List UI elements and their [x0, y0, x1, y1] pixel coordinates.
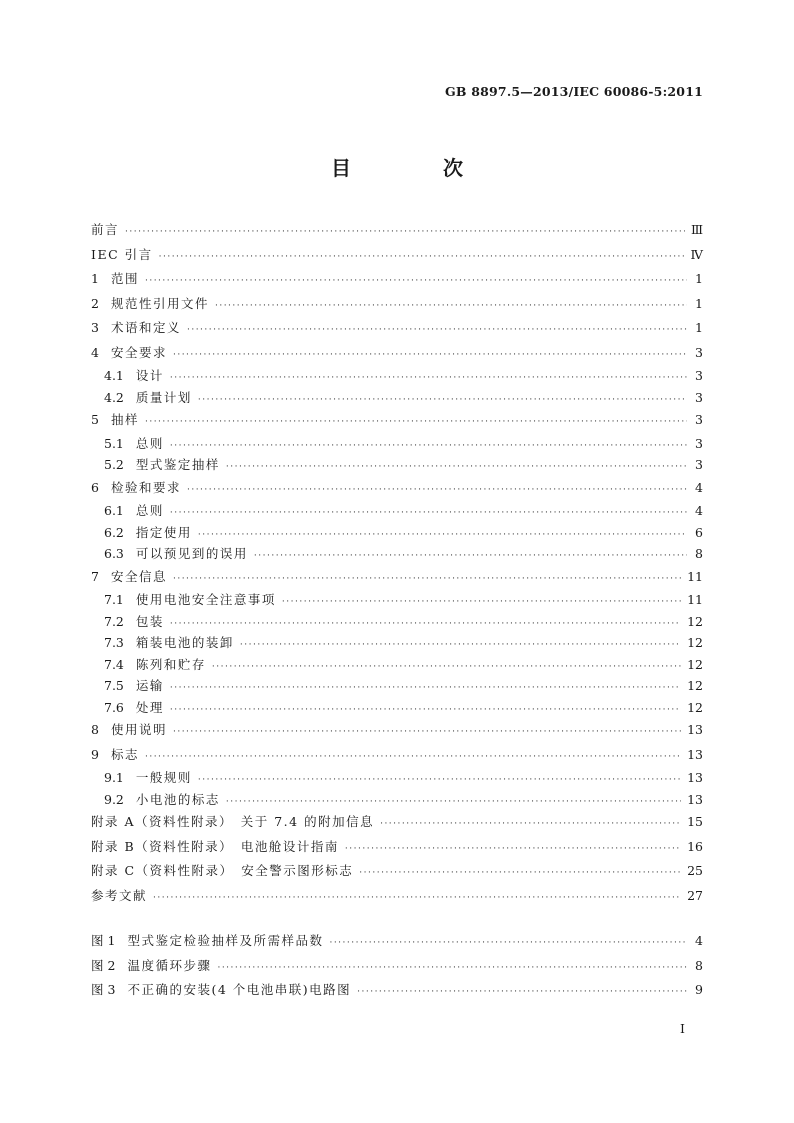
- toc-label: 一般规则: [135, 770, 192, 785]
- toc-page-number: 15: [687, 814, 703, 829]
- toc-number: 7.6: [104, 699, 124, 715]
- toc-page-number: Ⅲ: [690, 222, 703, 237]
- toc-page-number: 4: [695, 503, 703, 518]
- toc-entry[interactable]: [91, 243, 703, 268]
- toc-entry[interactable]: [91, 718, 703, 743]
- dot-leader: [153, 886, 681, 911]
- toc-page-number: 13: [687, 791, 703, 807]
- toc-label: 范围: [110, 271, 139, 286]
- toc-number: 5: [91, 412, 99, 427]
- toc-entry[interactable]: [91, 218, 703, 243]
- toc-entry[interactable]: [91, 522, 703, 544]
- toc-page-number: 6: [695, 524, 703, 540]
- section-gap: [91, 908, 703, 929]
- toc-page-number: 12: [687, 699, 703, 715]
- dot-leader: [254, 546, 687, 568]
- toc-label: 可以预见到的误用: [135, 546, 248, 561]
- toc-entry[interactable]: [91, 743, 703, 768]
- toc-label: 总则: [135, 503, 164, 518]
- dot-leader: [226, 457, 687, 479]
- toc-entry[interactable]: [91, 267, 703, 292]
- toc-page-number: 3: [695, 368, 703, 383]
- toc-number: 7.3: [104, 635, 124, 650]
- table-of-contents: [91, 218, 703, 1003]
- dot-leader: [329, 931, 687, 956]
- dot-leader: [170, 368, 687, 390]
- dot-leader: [217, 956, 687, 981]
- toc-label: 质量计划: [135, 389, 192, 405]
- dot-leader: [173, 567, 681, 592]
- toc-page-number: 1: [695, 320, 703, 335]
- toc-page-number: 3: [695, 412, 703, 427]
- dot-leader: [170, 614, 681, 636]
- figure-page-number: 9: [695, 982, 703, 997]
- toc-label: 指定使用: [135, 524, 192, 540]
- toc-number: 7: [91, 568, 99, 584]
- toc-label: 型式鉴定抽样: [135, 457, 220, 472]
- toc-number: 2: [91, 295, 99, 311]
- toc-label: 检验和要求: [110, 479, 181, 495]
- toc-entry[interactable]: [91, 810, 703, 835]
- toc-number: 8: [91, 722, 99, 737]
- dot-leader: [145, 269, 687, 294]
- figure-label: 型式鉴定检验抽样及所需样品数: [127, 933, 324, 948]
- toc-label: 包装: [135, 613, 164, 629]
- toc-number: 7.2: [104, 613, 124, 629]
- dot-leader: [170, 700, 681, 722]
- dot-leader: [212, 657, 681, 679]
- toc-label: 处理: [135, 699, 164, 715]
- toc-number: 3: [91, 320, 99, 335]
- page-title: 目 次: [331, 156, 499, 180]
- dot-leader: [345, 837, 681, 862]
- dot-leader: [170, 436, 687, 458]
- toc-page-number: 1: [695, 295, 703, 311]
- toc-label: 安全信息: [110, 568, 167, 584]
- toc-label: 陈列和贮存: [135, 656, 206, 672]
- dot-leader: [282, 592, 681, 614]
- figure-page-number: 4: [695, 933, 703, 948]
- toc-label: IEC 引言: [91, 246, 153, 262]
- toc-page-number: 12: [687, 635, 703, 650]
- dot-leader: [198, 390, 687, 412]
- toc-number: 7.1: [104, 592, 124, 607]
- dot-leader: [380, 812, 681, 837]
- toc-entry[interactable]: [91, 365, 703, 387]
- toc-page-number: 3: [695, 457, 703, 472]
- toc-number: 9: [91, 746, 99, 762]
- toc-entry[interactable]: [91, 433, 703, 455]
- toc-entry[interactable]: [91, 408, 703, 433]
- toc-entry[interactable]: [91, 675, 703, 697]
- toc-number: 5.1: [104, 435, 124, 451]
- toc-entry[interactable]: [91, 565, 703, 590]
- toc-label: 术语和定义: [110, 320, 181, 335]
- figure-page-number: 8: [695, 957, 703, 973]
- dot-leader: [215, 294, 687, 319]
- toc-page-number: 13: [687, 770, 703, 785]
- toc-label: 设计: [135, 368, 164, 383]
- toc-label: 参考文献: [91, 887, 148, 903]
- toc-page-number: 12: [687, 613, 703, 629]
- toc-entry[interactable]: [91, 697, 703, 719]
- toc-number: 7.5: [104, 678, 124, 693]
- figure-label: 温度循环步骤: [127, 957, 212, 973]
- dot-leader: [173, 343, 687, 368]
- toc-page-number: 4: [695, 479, 703, 495]
- toc-entry[interactable]: [91, 589, 703, 611]
- toc-page-number: 13: [687, 722, 703, 737]
- toc-entry[interactable]: [91, 543, 703, 565]
- toc-entry[interactable]: [91, 387, 703, 409]
- toc-page-number: 27: [687, 887, 703, 903]
- toc-label: 总则: [135, 435, 164, 451]
- figure-number: 图 2: [91, 957, 116, 973]
- figure-entry[interactable]: [91, 978, 703, 1003]
- dot-leader: [173, 720, 681, 745]
- toc-page-number: 8: [695, 546, 703, 561]
- toc-label: 使用电池安全注意事项: [135, 592, 276, 607]
- toc-entry[interactable]: [91, 654, 703, 676]
- standard-code: GB 8897.5—2013/IEC 60086-5:2011: [445, 84, 703, 99]
- figure-entry[interactable]: [91, 954, 703, 979]
- dot-leader: [145, 745, 681, 770]
- toc-number: 1: [91, 271, 99, 286]
- toc-number: 4.2: [104, 389, 124, 405]
- figure-entry[interactable]: [91, 929, 703, 954]
- toc-page-number: 12: [687, 678, 703, 693]
- toc-label: 附录 A（资料性附录） 关于 7.4 的附加信息: [91, 814, 375, 829]
- toc-entry[interactable]: [91, 476, 703, 501]
- toc-label: 抽样: [110, 412, 139, 427]
- toc-label: 运输: [135, 678, 164, 693]
- figure-label: 不正确的安装(4 个电池串联)电路图: [127, 982, 352, 997]
- toc-entry[interactable]: [91, 611, 703, 633]
- toc-label: 附录 C（资料性附录） 安全警示图形标志: [91, 863, 354, 878]
- toc-number: 9.1: [104, 770, 124, 785]
- toc-entry[interactable]: [91, 454, 703, 476]
- dot-leader: [145, 410, 687, 435]
- toc-label: 使用说明: [110, 722, 167, 737]
- dot-leader: [125, 220, 685, 245]
- toc-number: 6.1: [104, 503, 124, 518]
- dot-leader: [187, 478, 687, 503]
- toc-label: 标志: [110, 746, 139, 762]
- dot-leader: [170, 678, 681, 700]
- toc-number: 9.2: [104, 791, 124, 807]
- toc-entry[interactable]: [91, 835, 703, 860]
- toc-label: 附录 B（资料性附录） 电池舱设计指南: [91, 838, 339, 854]
- toc-label: 小电池的标志: [135, 791, 220, 807]
- dot-leader: [357, 980, 687, 1005]
- toc-page-number: Ⅳ: [690, 246, 703, 262]
- toc-number: 5.2: [104, 457, 124, 472]
- toc-entry[interactable]: [91, 292, 703, 317]
- dot-leader: [187, 318, 687, 343]
- toc-page-number: 11: [687, 592, 703, 607]
- toc-label: 前言: [91, 222, 120, 237]
- dot-leader: [359, 861, 681, 886]
- toc-entry[interactable]: [91, 632, 703, 654]
- toc-label: 箱装电池的装卸: [135, 635, 234, 650]
- toc-number: 4: [91, 344, 99, 360]
- toc-entry[interactable]: [91, 767, 703, 789]
- toc-number: 6.3: [104, 546, 124, 561]
- toc-page-number: 3: [695, 435, 703, 451]
- dot-leader: [170, 503, 687, 525]
- toc-entry[interactable]: [91, 884, 703, 909]
- page-folio: Ⅰ: [680, 1021, 685, 1036]
- toc-number: 7.4: [104, 656, 124, 672]
- dot-leader: [198, 525, 687, 547]
- dot-leader: [159, 245, 685, 270]
- toc-entry[interactable]: [91, 500, 703, 522]
- toc-label: 安全要求: [110, 344, 167, 360]
- toc-entry[interactable]: [91, 789, 703, 811]
- toc-page-number: 3: [695, 344, 703, 360]
- toc-page-number: 11: [687, 568, 703, 584]
- dot-leader: [240, 635, 681, 657]
- toc-page-number: 1: [695, 271, 703, 286]
- toc-page-number: 12: [687, 656, 703, 672]
- toc-label: 规范性引用文件: [110, 295, 209, 311]
- toc-page-number: 25: [687, 863, 703, 878]
- toc-entry[interactable]: [91, 316, 703, 341]
- toc-number: 4.1: [104, 368, 124, 383]
- dot-leader: [198, 770, 681, 792]
- toc-page-number: 13: [687, 746, 703, 762]
- toc-entry[interactable]: [91, 859, 703, 884]
- toc-page-number: 3: [695, 389, 703, 405]
- toc-entry[interactable]: [91, 341, 703, 366]
- toc-page-number: 16: [687, 838, 703, 854]
- figure-number: 图 1: [91, 933, 116, 948]
- toc-number: 6.2: [104, 524, 124, 540]
- toc-number: 6: [91, 479, 99, 495]
- figure-number: 图 3: [91, 982, 116, 997]
